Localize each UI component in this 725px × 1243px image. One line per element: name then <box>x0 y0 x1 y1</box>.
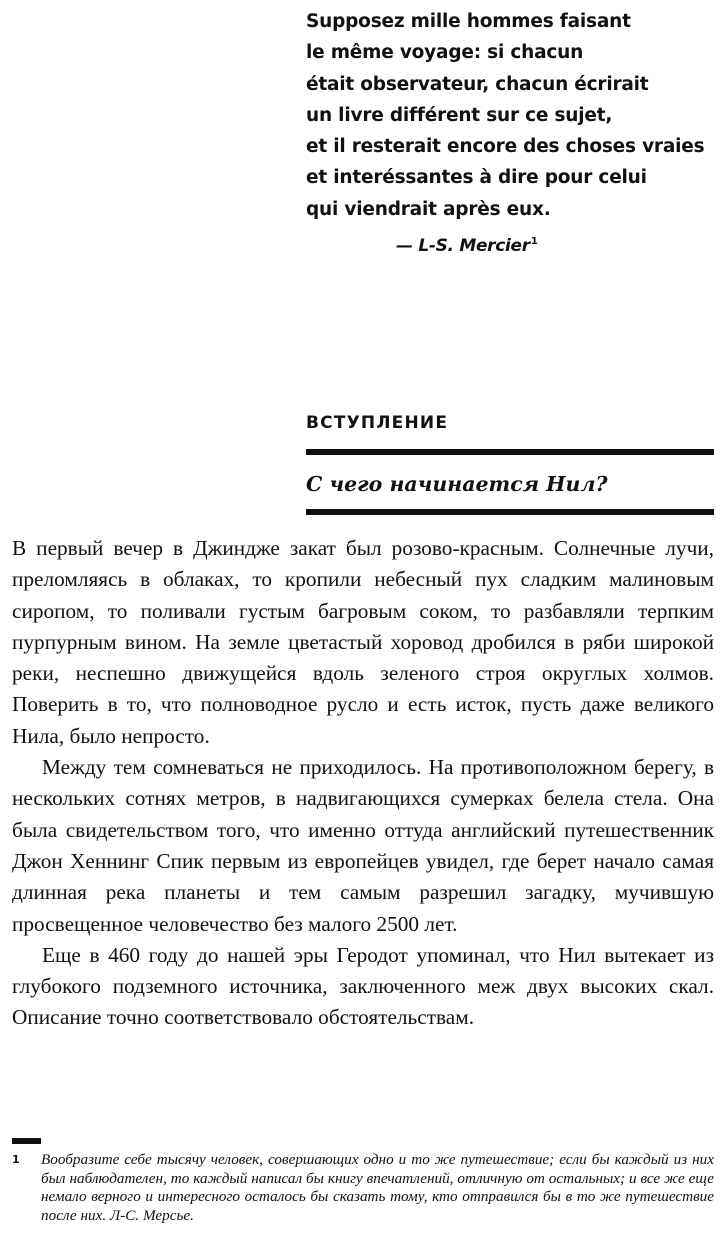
footnote-number: 1 <box>12 1153 20 1166</box>
title-rule-bottom <box>306 509 714 515</box>
epigraph-line: un livre différent sur ce sujet, <box>306 104 613 126</box>
section-label: ВСТУПЛЕНИЕ <box>306 413 449 433</box>
footnote-divider <box>12 1138 41 1144</box>
body-text <box>12 533 714 1034</box>
footnote-reference[interactable]: 1 <box>530 236 538 247</box>
epigraph-line: était observateur, chacun écrirait <box>306 73 649 95</box>
attribution-text: — L-S. Mercier <box>396 236 530 256</box>
epigraph-line: le même voyage: si chacun <box>306 42 584 64</box>
epigraph-line: et interéssantes à dire pour celui <box>306 167 647 189</box>
epigraph-attribution <box>396 236 538 256</box>
title-rule-top <box>306 449 714 455</box>
epigraph-line: Supposez mille hommes faisant <box>306 11 631 32</box>
epigraph-line: et il resterait encore des choses vraies <box>306 136 705 158</box>
epigraph-line: qui viendrait après eux. <box>306 198 551 220</box>
paragraph: Еще в 460 году до нашей эры Геродот упоминал, что Нил вытекает из глубокого подземного источника, заключенного меж двух высоких скал. Описание точно соответствовало обстоятельствам. <box>12 942 714 1030</box>
chapter-title: С чего начинается Нил? <box>306 472 608 496</box>
paragraph: Между тем сомневаться не приходилось. На противоположном берегу, в нескольких сотнях метров, в надвигающихся сумерках белела стела. Она была свидетельством того, что именно оттуда английский путешественник Джон Хеннинг Спик первым из европейцев увидел, где берет начало самая длинная река планеты и тем самым разрешил загадку, мучившую просвещенное человечество без малого 2500 лет. <box>12 755 714 936</box>
paragraph: В первый вечер в Джиндже закат был розово-красным. Солнечные лучи, преломляясь в облаках, то кропили небесный пух сладким малиновым сиропом, то поливали густым багровым соком, то разбавляли терпким пурпурным вином. На земле цветастый хоровод дробился в ряби широкой реки, неспешно движущейся вдоль зеленого строя округлых холмов. Поверить в то, что полноводное русло и есть исток, пусть даже великого Нила, было непросто. <box>12 536 714 748</box>
epigraph <box>306 6 706 225</box>
footnote-text: Вообразите себе тысячу человек, совершающих одно и то же путешествие; если бы каждый из них был наблюдателен, то каждый написал бы книгу впечатлений, отличную от остальных; и все же еще немало верного и интересного осталось бы сказать тому, кто отправился бы в то же путешествие после них. Л-С. Мерсье. <box>41 1151 714 1224</box>
